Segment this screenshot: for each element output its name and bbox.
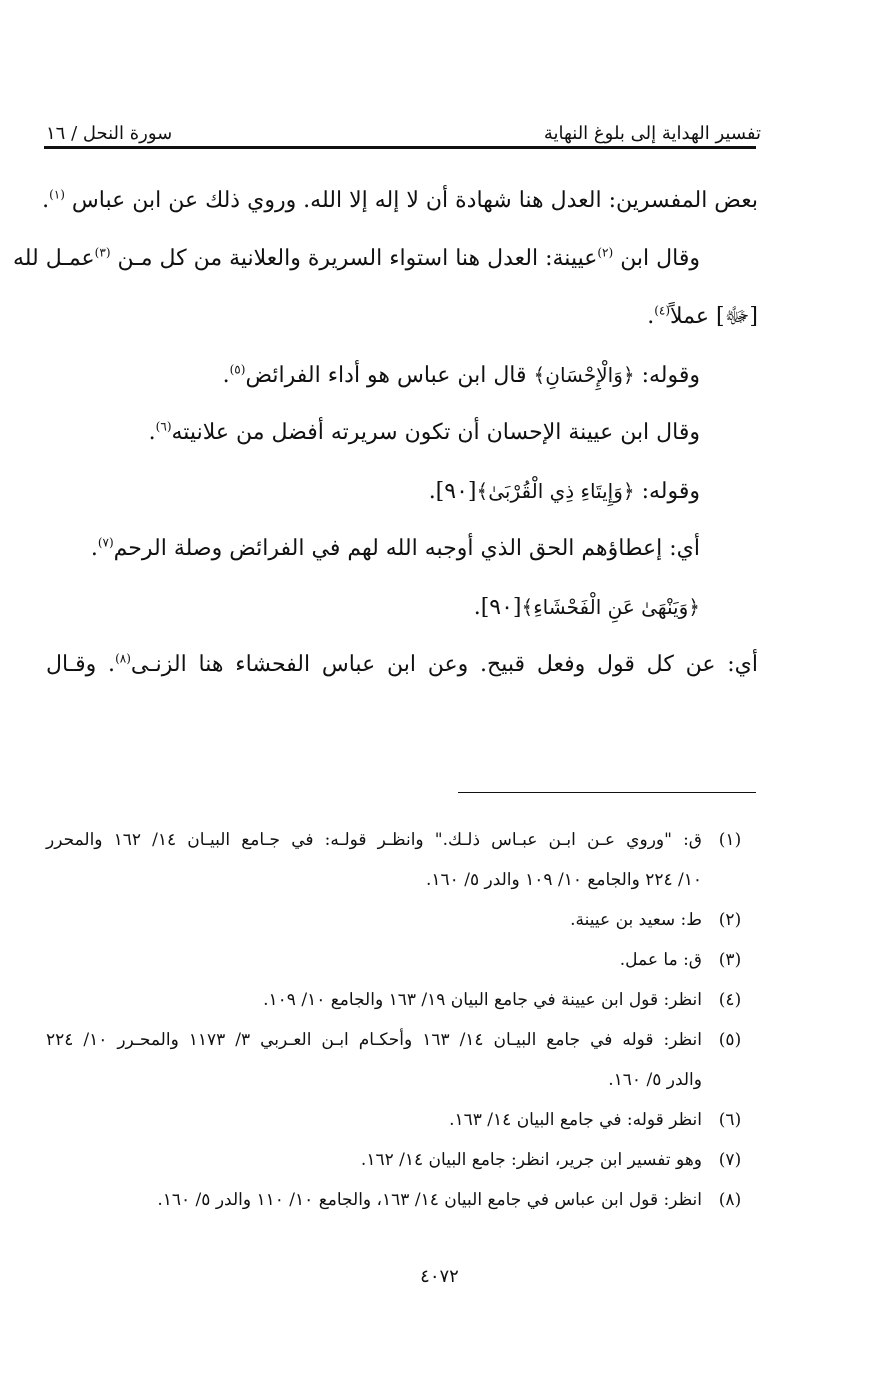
surah-title: سورة النحل / ١٦ — [46, 123, 173, 144]
footnotes — [46, 820, 758, 1220]
punctuation: . — [148, 420, 156, 445]
paragraph-text: وقوله: — [641, 363, 700, 388]
paragraph-7 — [46, 578, 758, 636]
footnote-number: (١) — [718, 830, 742, 850]
footnote-8 — [46, 1180, 758, 1220]
paragraph-text: وقال ابن — [620, 246, 700, 271]
footnote-line: ق: ما عمل. — [619, 950, 702, 970]
footnote-number: (٥) — [718, 1030, 742, 1050]
footnote-separator — [458, 792, 756, 793]
paragraph-2 — [12, 230, 758, 288]
footnote-line: انظر: قول ابن عيينة في جامع البيان ١٩/ ١٦٣ والجامع ١٠/ ١٠٩. — [263, 990, 702, 1010]
footnote-5 — [46, 1020, 758, 1100]
quran-quote: ﴿وَيَنْهَىٰ عَنِ الْفَحْشَاءِ﴾ — [521, 595, 700, 619]
paragraph-text: عيينة: العدل هنا استواء السريرة والعلانية من كل مـن — [117, 246, 598, 271]
paragraph-5 — [46, 462, 758, 520]
footnote-text — [46, 1180, 702, 1220]
footnote-7 — [46, 1140, 758, 1180]
paragraph-2-continued — [46, 288, 758, 346]
footnote-3 — [46, 940, 758, 980]
footnote-line: ق: "وروي عـن ابـن عبـاس ذلـك." وانظـر قولـه: في جـامع البيـان ١٤/ ١٦٢ والمحرر — [46, 830, 702, 850]
paragraph-text: . وقـال — [46, 652, 116, 677]
paragraph-text: وقوله: — [641, 479, 700, 504]
punctuation: . — [42, 188, 50, 213]
footnote-1 — [46, 820, 758, 900]
paragraph-6 — [46, 520, 758, 578]
running-head — [46, 108, 761, 144]
footnote-line: وهو تفسير ابن جرير، انظر: جامع البيان ١٤/ ١٦٢. — [360, 1150, 702, 1170]
footnote-text — [46, 1100, 702, 1140]
paragraph-text: بعض المفسرين: العدل هنا شهادة أن لا إله إلا الله. وروي ذلك عن ابن عباس — [71, 188, 758, 213]
paragraph-3 — [46, 346, 758, 404]
footnote-line: والدر ٥/ ١٦٠. — [608, 1070, 702, 1090]
verse-number: [٩٠]. — [473, 595, 522, 620]
paragraph-4 — [46, 404, 758, 462]
footnote-number: (٢) — [718, 910, 742, 930]
page-number: ٤٠٧٢ — [420, 1266, 459, 1287]
quran-quote: ﴿وَالْإِحْسَانِ﴾ — [533, 363, 635, 387]
footnote-ref: (٢) — [597, 245, 614, 260]
main-text — [12, 172, 759, 694]
book-title: تفسير الهداية إلى بلوغ النهاية — [543, 123, 761, 144]
footnote-number: (٤) — [718, 990, 742, 1010]
paragraph-text: عمـل لله — [12, 246, 95, 271]
footnote-6 — [46, 1100, 758, 1140]
footnote-line: ط: سعيد بن عيينة. — [570, 910, 702, 930]
footnote-ref: (١) — [49, 187, 65, 202]
footnote-text — [46, 900, 702, 940]
footnote-ref: (٧) — [97, 535, 114, 550]
footnote-text — [46, 1140, 702, 1180]
footnote-ref: (٦) — [155, 419, 172, 434]
punctuation: . — [647, 304, 655, 329]
footnote-text — [46, 820, 702, 900]
footnote-ref: (٨) — [115, 651, 131, 666]
footnote-line: ١٠/ ٢٢٤ والجامع ١٠/ ١٠٩ والدر ٥/ ١٦٠. — [425, 870, 702, 890]
paragraph-8 — [46, 636, 758, 694]
footnote-4 — [46, 980, 758, 1020]
footnote-ref: (٤) — [654, 303, 671, 318]
header-rule — [44, 146, 756, 149]
footnote-text — [46, 980, 702, 1020]
verse-number: [٩٠]. — [428, 479, 477, 504]
footnote-number: (٨) — [718, 1190, 742, 1210]
paragraph-text: [ﷻ] عملاً — [670, 304, 758, 329]
footnote-number: (٣) — [718, 950, 742, 970]
footnote-text — [46, 940, 702, 980]
footnote-line: انظر قوله: في جامع البيان ١٤/ ١٦٣. — [449, 1110, 702, 1130]
footnote-line: انظر: قول ابن عباس في جامع البيان ١٤/ ١٦٣، والجامع ١٠/ ١١٠ والدر ٥/ ١٦٠. — [157, 1190, 702, 1210]
footnote-ref: (٣) — [94, 245, 111, 260]
paragraph-1 — [42, 172, 758, 230]
paragraph-text: أي: إعطاؤهم الحق الذي أوجبه الله لهم في الفرائض وصلة الرحم — [113, 536, 700, 561]
footnote-number: (٦) — [718, 1110, 742, 1130]
footnote-line: انظر: قوله في جامع البيـان ١٤/ ١٦٣ وأحكـام ابـن العـربي ٣/ ١١٧٣ والمحـرر ١٠/ ٢٢٤ — [46, 1030, 702, 1050]
footnote-ref: (٥) — [229, 362, 246, 377]
footnote-text — [46, 1020, 702, 1100]
quran-quote: ﴿وَإِيتَاءِ ذِي الْقُرْبَىٰ﴾ — [476, 479, 635, 503]
paragraph-text: أي: عن كل قول وفعل قبيح. وعن ابن عباس الفحشاء هنا الزنـى — [130, 652, 759, 677]
footnote-2 — [46, 900, 758, 940]
footnote-number: (٧) — [718, 1150, 742, 1170]
punctuation: . — [90, 536, 98, 561]
paragraph-text: وقال ابن عيينة الإحسان أن تكون سريرته أفضل من علانيته — [171, 420, 700, 445]
paragraph-text: قال ابن عباس هو أداء الفرائض — [245, 363, 527, 388]
punctuation: . — [222, 363, 230, 388]
